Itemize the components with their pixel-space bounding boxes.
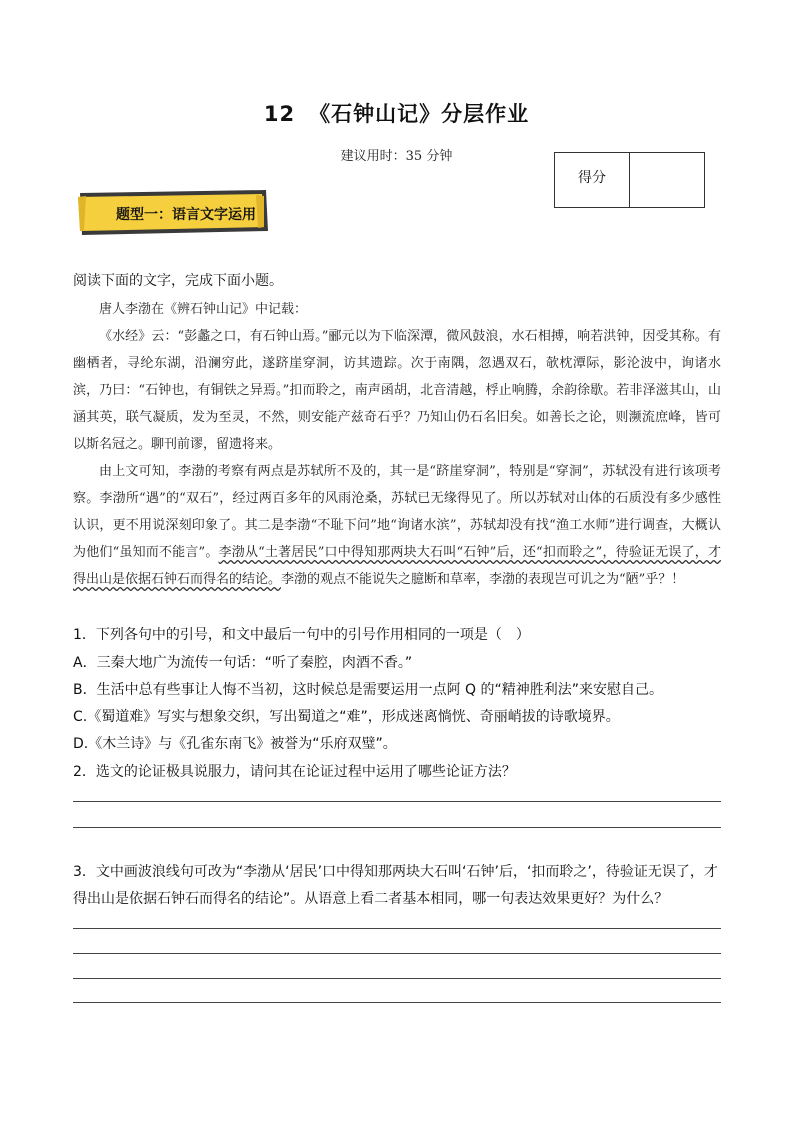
question-3-line-2: 得出山是依据石钟石而得名的结论”。从语意上看二者基本相同，哪一句表达效果更好？为什么？ xyxy=(73,891,669,907)
section-banner-label: 题型一：语言文字运用 xyxy=(116,207,256,223)
question-1-stem: 1．下列各句中的引号，和文中最后一句中的引号作用相同的一项是（ ） xyxy=(73,627,530,643)
score-value-field[interactable] xyxy=(630,153,704,207)
passage-p3-before: 由上文可知，李渤的考察有两点是苏轼所不及的，其一是“跻崖穿洞”，特别是“穿洞”，苏轼没有进行该项考察。李渤所“遇”的“双石”，经过两百多年的风雨沧桑，苏轼已无缘得见了。所以苏轼对山体的石质没有多少感性认识，更不用说深刻印象了。其二是李渤“不耻下问”地“询诸水滨”，苏轼却没有找“渔工水师”进行调查，大概认为他们“虽知而不能言”。 xyxy=(73,464,721,560)
score-box xyxy=(554,152,705,208)
question-1-option-c[interactable]: C.《蜀道难》写实与想象交织，写出蜀道之“难”，形成迷离惝恍、奇丽峭拔的诗歌境界。 xyxy=(73,709,620,725)
section-banner xyxy=(76,187,272,239)
passage-paragraph-1: 唐人李渤在《辨石钟山记》中记载： xyxy=(99,302,308,317)
passage-paragraph-2: 《水经》云：“彭蠡之口，有石钟山焉。”郦元以为下临深潭，微风鼓浪，水石相搏，响若洪钟，因受其称。有幽栖者，寻纶东湖，沿澜穷此，遂跻崖穿洞，访其遗踪。次于南隅，忽遇双石，欹枕潭际，影沦波中，询诸水滨，乃曰：“石钟也，有铜铁之异焉。”扣而聆之，南声函胡，北音清越，桴止响腾，余韵徐歇。若非泽滋其山，山涵其英，联气凝质，发为至灵，不然，则安能产兹奇石乎？乃知山仍石名旧矣。如善长之论，则濒流庶峰，皆可以斯名冠之。聊刊前谬，留遗将来。 xyxy=(73,329,721,452)
question-1-option-b[interactable]: B．生活中总有些事让人悔不当初，这时候总是需要运用一点阿 Q 的“精神胜利法”来安慰自己。 xyxy=(73,682,664,698)
lesson-number: 12 xyxy=(263,102,296,126)
reading-passage xyxy=(73,296,721,593)
score-label: 得分 xyxy=(555,153,630,207)
question-1-option-d[interactable]: D.《木兰诗》与《孔雀东南飞》被誉为“乐府双璧”。 xyxy=(73,736,397,752)
question-1-option-a[interactable]: A．三秦大地广为流传一句话：“听了秦腔，肉酒不香。” xyxy=(73,655,413,671)
wavy-underlined-sentence: 李渤从“土著居民”口中得知那两块大石叫“石钟”后，还“扣而聆之”，待验证无误了，才得出山是依据石钟石而得名的结论。 xyxy=(73,545,721,587)
page-title xyxy=(0,98,793,128)
answer-line[interactable] xyxy=(73,928,721,929)
reading-instruction: 阅读下面的文字，完成下面小题。 xyxy=(73,273,283,289)
answer-line[interactable] xyxy=(73,1002,721,1003)
suggested-time: 建议用时：35 分钟 xyxy=(340,149,453,164)
passage-p3-after: 李渤的观点不能说失之臆断和草率，李渤的表现岂可讥之为“陋”乎？！ xyxy=(281,572,685,587)
lesson-title: 《石钟山记》分层作业 xyxy=(309,102,530,126)
answer-line[interactable] xyxy=(73,978,721,979)
answer-line[interactable] xyxy=(73,953,721,954)
answer-line[interactable] xyxy=(73,801,721,802)
passage-paragraph-3 xyxy=(73,458,721,593)
question-2-stem: 2．选文的论证极具说服力，请问其在论证过程中运用了哪些论证方法？ xyxy=(73,764,516,780)
answer-line[interactable] xyxy=(73,827,721,828)
question-3-line-1: 3．文中画波浪线句可改为“李渤从‘居民’口中得知那两块大石叫‘石钟’后，‘扣而聆之’，待验证无误了，才 xyxy=(73,864,718,880)
